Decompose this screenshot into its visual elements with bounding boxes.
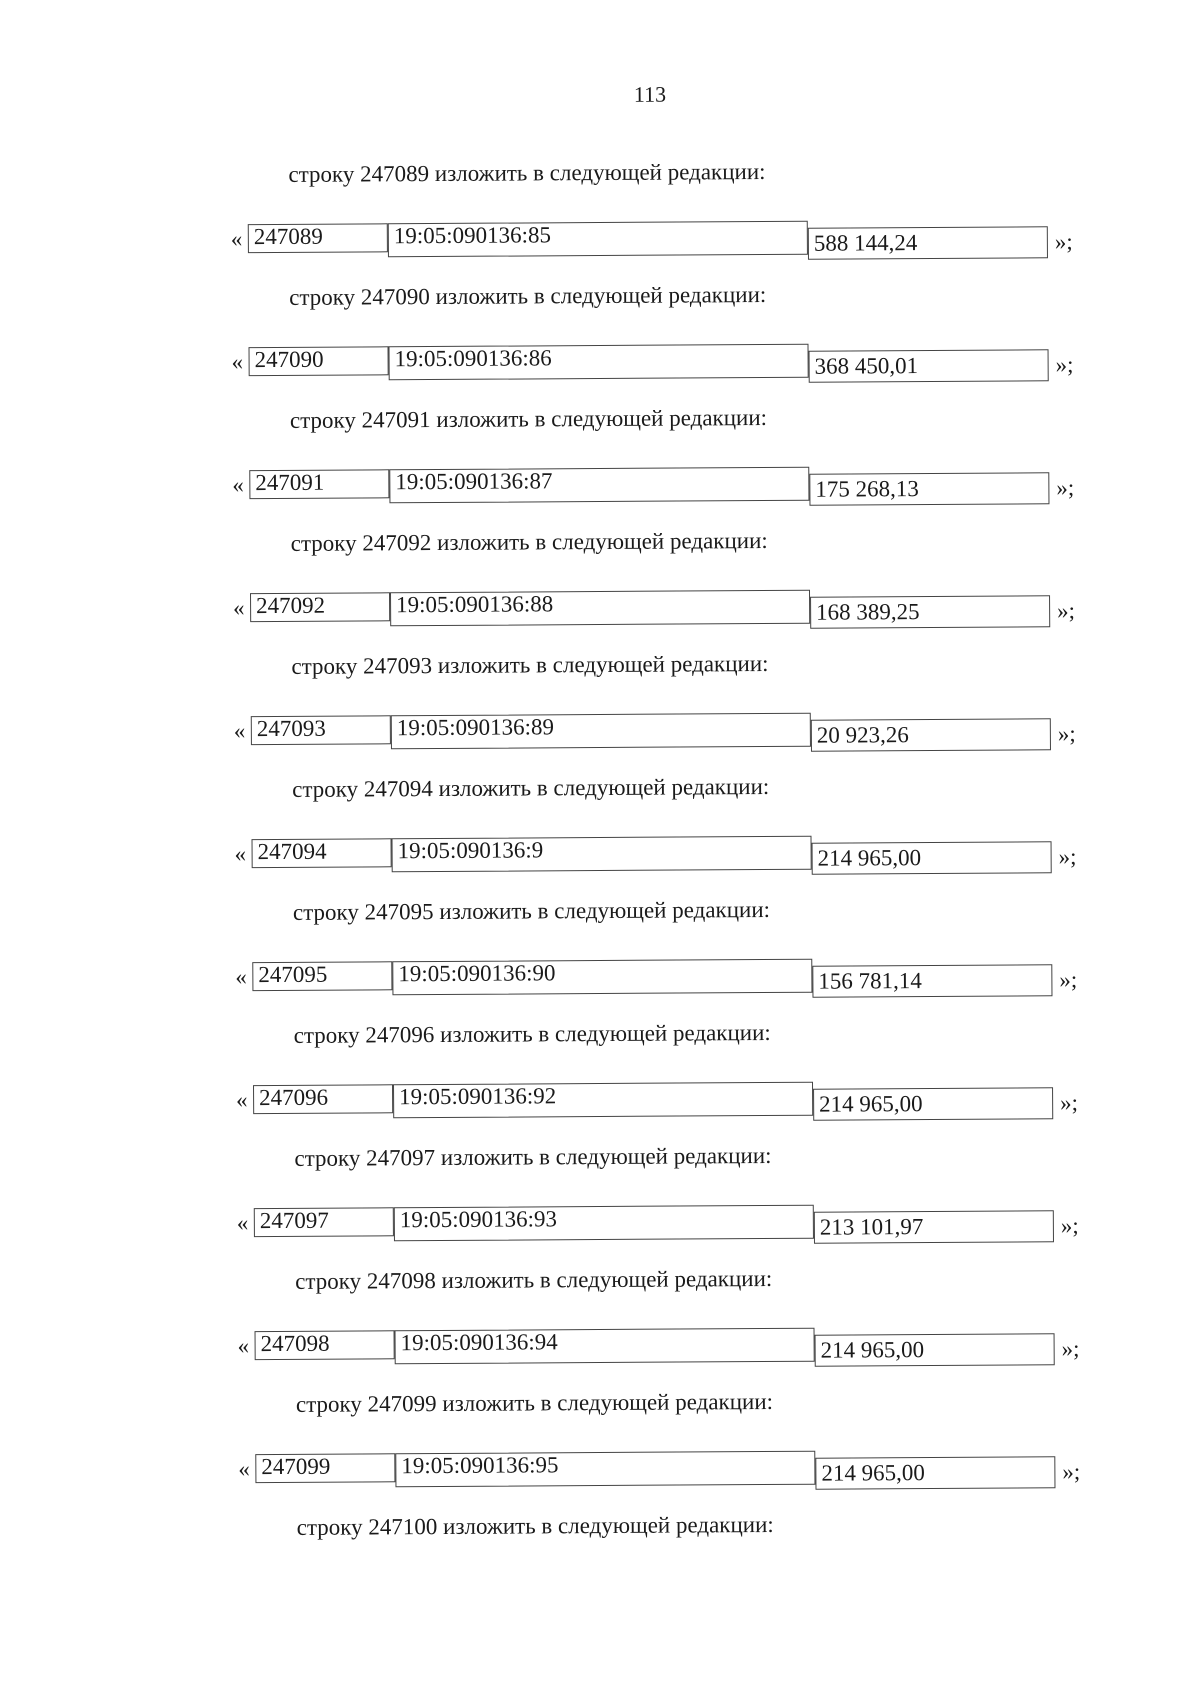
value-cell: 156 781,14 (812, 964, 1052, 997)
cadastral-number-cell: 19:05:090136:93 (394, 1205, 814, 1242)
table-row (237, 1203, 1087, 1248)
value-cell: 213 101,97 (814, 1210, 1054, 1243)
instruction-text: строку 247092 изложить в следующей редакции: (290, 527, 768, 556)
table-row (238, 1449, 1088, 1494)
open-quote: « (237, 1333, 250, 1359)
close-quote: »; (1055, 352, 1074, 378)
close-quote: »; (1057, 598, 1076, 624)
instruction-text: строку 247093 изложить в следующей редакции: (291, 650, 769, 679)
value-cell: 175 268,13 (809, 472, 1049, 505)
open-quote: « (236, 1087, 248, 1113)
row-number-cell: 247094 (252, 838, 392, 868)
open-quote: « (234, 841, 247, 867)
cadastral-number-cell: 19:05:090136:94 (395, 1328, 815, 1365)
instruction-text: строку 247095 изложить в следующей редакции: (292, 896, 771, 925)
row-number-cell: 247098 (255, 1330, 395, 1360)
cadastral-number-cell: 19:05:090136:85 (388, 221, 808, 258)
page-number: 113 (633, 81, 667, 107)
table-row (232, 465, 1082, 510)
row-number-cell: 247096 (253, 1084, 393, 1114)
open-quote: « (233, 595, 245, 621)
value-cell: 214 965,00 (815, 1333, 1055, 1366)
table-row (233, 588, 1083, 633)
instruction-text: строку 247090 изложить в следующей редакции: (289, 281, 767, 310)
value-cell: 20 923,26 (811, 718, 1051, 751)
cadastral-number-cell: 19:05:090136:90 (392, 959, 812, 996)
open-quote: « (231, 349, 244, 375)
open-quote: « (235, 964, 247, 990)
value-cell: 368 450,01 (809, 349, 1049, 382)
table-row (232, 342, 1082, 387)
open-quote: « (236, 1210, 249, 1236)
row-number-cell: 247091 (249, 469, 389, 499)
table-row (234, 711, 1084, 756)
instruction-text: строку 247096 изложить в следующей редакции: (293, 1019, 771, 1048)
close-quote: »; (1058, 844, 1077, 870)
open-quote: « (238, 1456, 250, 1482)
row-number-cell: 247089 (248, 223, 388, 253)
close-quote: »; (1057, 721, 1076, 747)
value-cell: 588 144,24 (808, 226, 1048, 259)
instruction-text: строку 247100 изложить в следующей редакции: (296, 1511, 774, 1540)
value-cell: 214 965,00 (812, 841, 1052, 874)
table-row (235, 834, 1085, 879)
close-quote: »; (1056, 475, 1075, 501)
cadastral-number-cell: 19:05:090136:9 (392, 836, 812, 873)
close-quote: »; (1060, 1213, 1079, 1239)
instruction-text: строку 247091 изложить в следующей редакции: (289, 404, 768, 433)
cadastral-number-cell: 19:05:090136:95 (395, 1451, 815, 1488)
open-quote: « (233, 718, 246, 744)
close-quote: »; (1062, 1459, 1081, 1485)
table-row (235, 957, 1085, 1002)
cadastral-number-cell: 19:05:090136:89 (391, 713, 811, 750)
table-row (238, 1326, 1088, 1371)
instruction-text: строку 247097 изложить в следующей редакции: (294, 1142, 772, 1171)
value-cell: 214 965,00 (813, 1087, 1053, 1120)
close-quote: »; (1059, 967, 1078, 993)
cadastral-number-cell: 19:05:090136:87 (389, 467, 809, 504)
row-number-cell: 247093 (251, 715, 391, 745)
value-cell: 168 389,25 (810, 595, 1050, 628)
instruction-text: строку 247094 изложить в следующей редакции: (292, 773, 770, 802)
cadastral-number-cell: 19:05:090136:86 (389, 344, 809, 381)
instruction-text: строку 247099 изложить в следующей редакции: (295, 1388, 774, 1417)
open-quote: « (232, 472, 244, 498)
close-quote: »; (1061, 1336, 1080, 1362)
close-quote: »; (1054, 229, 1073, 255)
row-number-cell: 247095 (252, 961, 392, 991)
value-cell: 214 965,00 (815, 1456, 1055, 1489)
cadastral-number-cell: 19:05:090136:88 (390, 590, 810, 627)
row-number-cell: 247090 (249, 346, 389, 376)
row-number-cell: 247099 (255, 1453, 395, 1483)
row-number-cell: 247097 (254, 1207, 394, 1237)
instruction-text: строку 247098 изложить в следующей редакции: (295, 1265, 773, 1294)
row-number-cell: 247092 (250, 592, 390, 622)
table-row (231, 219, 1081, 264)
close-quote: »; (1060, 1090, 1079, 1116)
table-row (236, 1080, 1086, 1125)
open-quote: « (230, 226, 243, 252)
instruction-text: строку 247089 изложить в следующей редакции: (288, 158, 766, 187)
cadastral-number-cell: 19:05:090136:92 (393, 1082, 813, 1119)
